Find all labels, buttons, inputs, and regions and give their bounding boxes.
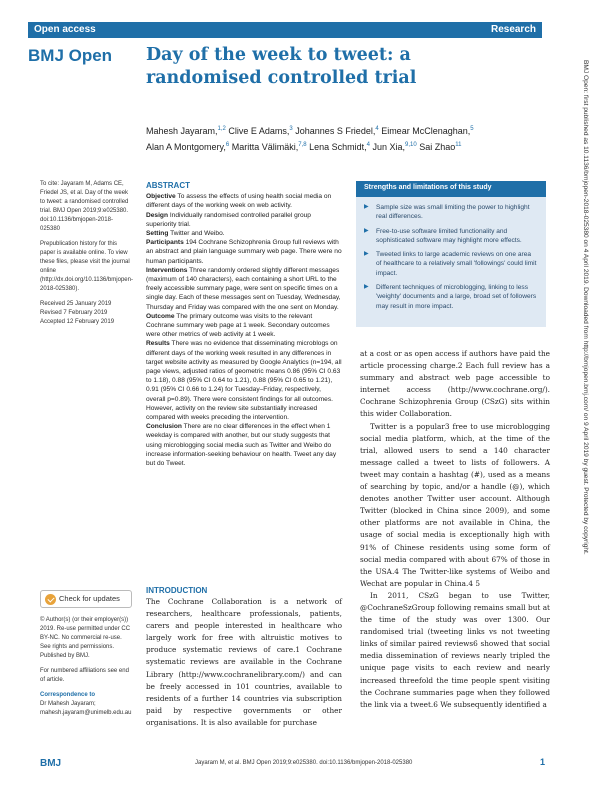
abstract-conclusion [146,422,342,468]
author-name[interactable]: Eimear McClenaghan, [381,126,471,136]
correspondence-contact[interactable]: Dr Mahesh Jayaram; mahesh.jayaram@unimelb.edu.au [40,701,132,716]
strengths-limitations-box [356,181,546,327]
participants-label: Participants [146,239,184,247]
conclusion-label: Conclusion [146,423,182,431]
abstract-results [146,339,342,422]
conclusion-text: There are no clear differences in the effect when 1 weekday is compared with another, but our study suggests that using microblogging social media such as Twitter and Weibo do increase information-seeking behaviour on health. Tweet any day but do Tweet. [146,423,337,468]
author-affiliation: 6 [225,142,230,148]
introduction-section [146,586,342,729]
author-affiliation: 7,8 [298,142,307,148]
margin-note-text[interactable]: BMJ Open: first published as 10.1136/bmjopen-2018-025380 on 4 April 2019. Downloaded from http://bmjopen.bmj.com/ on 9 April 2019 by guest. Protected by copyright. [582,60,589,555]
objective-text: To assess the effects of using health social media on different days of the working week on web activity. [146,193,332,210]
revised-date: Revised 7 February 2019 [40,310,108,316]
author-name[interactable]: Clive E Adams, [228,126,290,136]
author-name[interactable]: Jun Xia, [372,142,406,152]
strengths-heading: Strengths and limitations of this study [356,181,546,197]
top-banner [28,22,542,38]
abstract-participants [146,238,342,266]
list-item: ▶ Sample size was small limiting the power to highlight real differences. [364,203,538,222]
list-item: ▶ Free-to-use software limited functionality and sophisticated software may highlight more effects. [364,227,538,246]
strengths-list [356,197,546,311]
abstract-interventions [146,266,342,312]
affiliations-note: For numbered affiliations see end of article. [40,668,129,683]
outcome-label: Outcome [146,312,175,320]
author-affiliation: 5 [470,126,474,132]
outcome-text: The primary outcome was visits to the relevant Cochrane summary web page at 1 week. Secondary outcomes were other metrics of web activity at 1 week. [146,312,330,339]
history-dates [40,300,132,327]
setting-text: Twitter and Weibo. [170,230,225,238]
introduction-text: The Cochrane Collaboration is a network of researchers, healthcare professionals, patients, carers and people interested in healthcare who largely work for free with altruistic motives to produce systematic reviews of care.1 Cochrane systematic reviews are available in the Cochrane Library (http://www.cochranelibrary.com/) and can be freely accessed in 101 countries, available to residents of a further 14 countries via subscription paid by respective governments or other organisations. It is also available for purchase [146,597,342,727]
body-paragraph: Twitter is a popular3 free to use microblogging social media platform, which, at the time of the trial, allowed users to send a 140 character message called a tweet to lists of followers. A tweet may contain a hashtag (#), used as a means of searching by topic, and/or a handle (@), which denotes another Twitter user account. Although Twitter (blocked in China since 2009), and some other platforms are not available in China, the usage of social media is exceptionally high with 91% of Chinese residents using some form of social media compared with about 67% of those in the USA.4 The Twitter-like systems of Weibo and Wechat are popular in China.4 5 [360,421,550,588]
author-name[interactable]: Lena Schmidt, [309,142,367,152]
interventions-label: Interventions [146,266,188,274]
body-paragraph: In 2011, CSzG began to use Twitter, @CochraneSzGroup following remains small but at the time of the study was over 1300. Our randomised trial (tweeting links vs not tweeting links of similar paired reviews6 showed that social media dissemination of reviews nearly tripled the unique page visits to each review and nearly increased threefold the time people spent visiting the Cochrane summaries page when they followed the link via a tweet.6 We subsequently identified a [360,590,550,709]
section-label: Research [490,24,536,35]
orcid-affiliation: 1,2 [217,126,226,132]
author-name[interactable]: Maritta Välimäki, [231,142,299,152]
design-text: Individually randomised controlled parallel group superiority trial. [146,211,311,228]
author-name[interactable]: Johannes S Friedel, [295,126,376,136]
to-cite-note: To cite: Jayaram M, Adams CE, Friedel JS, et al. Day of the week to tweet: a randomised controlled trial. BMJ Open 2019;9:e025380. doi:10.1136/bmjopen-2018-025380 [40,181,129,232]
author-name[interactable]: Alan A Montgomery, [146,142,226,152]
margin-download-note [579,60,589,770]
prepublication-note[interactable]: Prepublication history for this paper is available online. To view these files, please visit the journal online (http://dx.doi.org/10.1136/bmjopen-2018-025380). [40,241,133,292]
participants-text: 194 Cochrane Schizophrenia Group full reviews with an abstract and plain language summary web page. There were no human participants. [146,239,342,265]
author-name[interactable]: Mahesh Jayaram, [146,126,218,136]
author-name[interactable]: Sai Zhao [419,142,456,152]
left-sidebar-lower [40,616,132,718]
setting-label: Setting [146,230,169,238]
author-affiliation: 3 [289,126,293,132]
copyright-note: © Author(s) (or their employer(s)) 2019. Re-use permitted under CC BY-NC. No commercial re-use. See rights and permissions. Published by BMJ. [40,617,131,659]
results-text: There was no evidence that disseminating microblogs on different days of the working week resulted in any differences in target website activity as measured by Google Analytics (n=194, all page views, adjusted ratios of geometric means 0.86 (95% CI 0.63 to 1.18), 0.88 (95% CI 0.64 to 1.21), 0.88 (95% CI 0.65 to 1.21), 0.91 (95% CI 0.66 to 1.24) for Tuesday–Friday, respectively, overall p=0.89). There were consistent findings for all outcomes. However, activity on the review site substantially increased compared with weeks preceding the intervention. [146,340,342,422]
list-item: ▶ Different techniques of microblogging, linking to less 'weighty' documents and a large, broad set of followers may result in more impact. [364,283,538,311]
journal-logo: BMJ Open [28,46,113,65]
author-list [146,122,546,154]
abstract-heading: ABSTRACT [146,181,190,190]
accepted-date: Accepted 12 February 2019 [40,319,115,325]
page-number: 1 [540,757,546,767]
abstract-section [146,181,342,468]
list-item: ▶ Tweeted links to large academic reviews on one area of healthcare to a relatively small 'followings' could limit impact. [364,250,538,278]
correspondence-label: Correspondence to [40,692,96,698]
footer-logo: BMJ [40,758,62,769]
footer-citation: Jayaram M, et al. BMJ Open 2019;9:e025380. doi:10.1136/bmjopen-2018-025380 [195,760,413,766]
check-updates-label: Check for updates [59,594,120,603]
results-label: Results [146,340,170,348]
objective-label: Objective [146,193,176,201]
body-paragraph: at a cost or as open access if authors have paid the article processing charge.2 Each full review has a summary and abstract web page accessible to internet access (http://www.cochrane.org/). Cochrane Schizophrenia Group (CSzG) sits within this wider Collaboration. [360,349,550,419]
article-title: Day of the week to tweet: a randomised controlled trial [146,45,417,88]
received-date: Received 25 January 2019 [40,301,112,307]
open-access-label: Open access [34,24,96,35]
abstract-design [146,211,342,229]
interventions-text: Three randomly ordered slightly different messages (maximum of 140 characters), each containing a short URL to the freely accessible summary page, were sent on specific times on a single day. Each of these messages sent on Tuesday, Wednesday, Thursday and Friday was compared with the one sent on Monday. [146,266,341,311]
abstract-outcome [146,312,342,340]
author-affiliation: 4 [375,126,379,132]
author-affiliation: 9,10 [405,142,417,148]
check-for-updates-button[interactable] [40,590,132,608]
introduction-heading: INTRODUCTION [146,586,208,595]
design-label: Design [146,211,168,219]
author-affiliation: 4 [366,142,370,148]
abstract-setting [146,229,342,238]
abstract-objective [146,192,342,210]
check-updates-icon [45,594,56,605]
left-sidebar [40,180,132,327]
body-column-right [360,348,550,711]
author-affiliation: 11 [455,142,462,148]
